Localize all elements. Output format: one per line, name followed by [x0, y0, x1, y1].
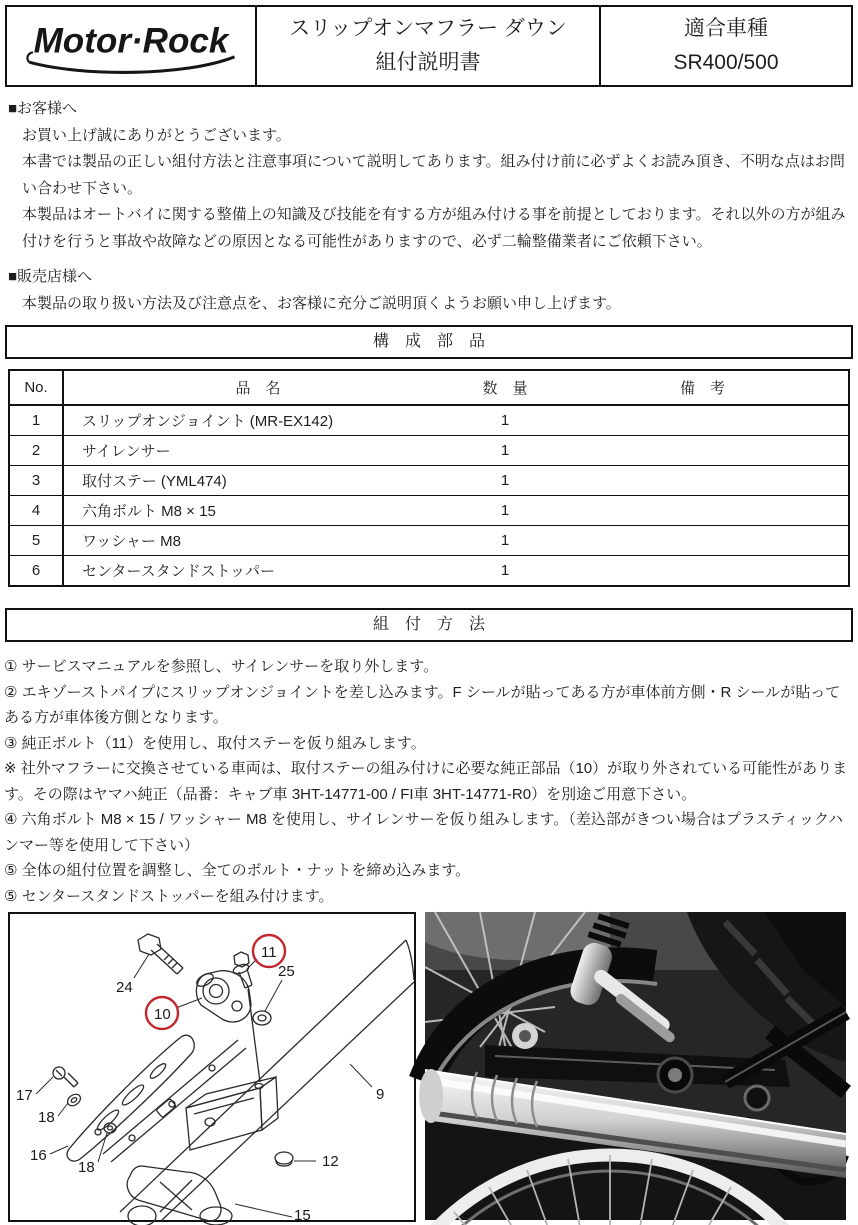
part-name: スリップオンジョイント (MR-EX142): [63, 405, 453, 436]
motorcycle-photo-icon: [425, 912, 846, 1220]
customer-notice-paragraph: お買い上げ誠にありがとうございます。: [22, 126, 291, 144]
document-title-line1: スリップオンマフラー ダウン: [289, 16, 567, 40]
column-header-no: No.: [9, 370, 63, 405]
assembly-section-title: 組 付 方 法: [5, 608, 853, 642]
part-name: 取付ステー (YML474): [63, 466, 453, 496]
exploded-parts-diagram: [8, 912, 416, 1222]
part-qty: 1: [453, 466, 557, 496]
part-no: 5: [9, 526, 63, 556]
callout-18: 18: [38, 1109, 55, 1126]
logo-text: Motor·Rock: [33, 21, 229, 61]
applicable-model-label: 適合車種: [684, 16, 768, 40]
dealer-notice-heading: ■販売店様へ: [8, 268, 93, 285]
table-row: [9, 496, 849, 526]
column-header-name: 品 名: [63, 370, 453, 405]
table-row: [9, 556, 849, 587]
brand-logo: [7, 7, 257, 85]
part-no: 3: [9, 466, 63, 496]
callout-11: 11: [261, 944, 277, 961]
part-note: [557, 556, 849, 587]
table-row: [9, 436, 849, 466]
callout-10: 10: [154, 1006, 171, 1023]
table-row: [9, 466, 849, 496]
part-note: [557, 496, 849, 526]
part-note: [557, 436, 849, 466]
customer-notice-paragraph: 本書では製品の正しい組付方法と注意事項について説明してあります。組み付け前に必ずよくお読み頂き、不明な点はお問い合わせ下さい。: [22, 153, 845, 197]
assembly-step: ① サービスマニュアルを参照し、サイレンサーを取り外します。: [4, 658, 439, 675]
part-qty: 1: [453, 556, 557, 587]
motor-rock-logo-icon: [13, 10, 249, 82]
part-note: [557, 405, 849, 436]
callout-24: 24: [116, 979, 133, 996]
callout-9: 9: [376, 1086, 385, 1103]
parts-table: [8, 369, 850, 587]
part-qty: 1: [453, 526, 557, 556]
customer-notice: [8, 96, 852, 255]
assembly-step: ④ 六角ボルト M8 × 15 / ワッシャー M8 を使用し、サイレンサーを仮り組みします。（差込部がきつい場合はプラスティックハンマー等を使用して下さい）: [4, 811, 844, 854]
parts-section-title: 構 成 部 品: [5, 325, 853, 359]
dealer-notice: [8, 264, 852, 317]
callout-17: 17: [16, 1087, 33, 1104]
customer-notice-paragraph: 本製品はオートバイに関する整備上の知識及び技能を有する方が組み付ける事を前提としております。それ以外の方が組み付けを行うと事故や故障などの原因となる可能性がありますので、必ず二輪整備業者にご依頼下さい。: [22, 206, 846, 250]
applicable-model: [601, 7, 851, 85]
column-header-qty: 数 量: [453, 370, 557, 405]
callout-25: 25: [278, 963, 295, 980]
customer-notice-heading: ■お客様へ: [8, 100, 78, 117]
part-no: 6: [9, 556, 63, 587]
assembly-step: ② エキゾーストパイプにスリップオンジョイントを差し込みます。F シールが貼ってある方が車体前方側・R シールが貼ってある方が車体後方側となります。: [4, 683, 841, 726]
part-no: 4: [9, 496, 63, 526]
column-header-note: 備 考: [557, 370, 849, 405]
assembly-step: ③ 純正ボルト（11）を使用し、取付ステーを仮り組みします。: [4, 734, 426, 752]
assembly-step: ⑤ センタースタンドストッパーを組み付けます。: [4, 887, 334, 905]
part-name: 六角ボルト M8 × 15: [63, 496, 453, 526]
part-name: ワッシャー M8: [63, 526, 453, 556]
document-title-line2: 組付説明書: [375, 51, 481, 74]
figures: [8, 912, 850, 1222]
callout-15: 15: [294, 1207, 311, 1224]
document-title: [257, 7, 601, 85]
part-qty: 1: [453, 496, 557, 526]
table-row: [9, 405, 849, 436]
part-qty: 1: [453, 436, 557, 466]
callout-16: 16: [30, 1147, 47, 1164]
callout-18: 18: [78, 1159, 95, 1176]
applicable-model-value: SR400/500: [673, 51, 779, 74]
parts-table-header-row: [9, 370, 849, 405]
callout-12: 12: [322, 1153, 339, 1170]
part-note: [557, 466, 849, 496]
part-name: サイレンサー: [63, 436, 453, 466]
part-no: 1: [9, 405, 63, 436]
assembly-step: ⑤ 全体の組付位置を調整し、全てのボルト・ナットを締め込みます。: [4, 862, 471, 879]
table-row: [9, 526, 849, 556]
part-note: [557, 526, 849, 556]
header: [5, 5, 853, 87]
part-qty: 1: [453, 405, 557, 436]
part-name: センタースタンドストッパー: [63, 556, 453, 587]
assembly-step-note: ※ 社外マフラーに交換させている車両は、取付ステーの組み付けに必要な純正部品（10）が取り外されている可能性があります。その際はヤマハ純正（品番：キャブ車 3HT-14771-00 / FI車 3HT-14771-R0）を別途ご用意下さい。: [4, 760, 848, 803]
dealer-notice-paragraph: 本製品の取り扱い方法及び注意点を、お客様に充分ご説明頂くようお願い申し上げます。: [22, 294, 621, 312]
diagram-drawing-icon: [10, 914, 414, 1224]
assembly-steps: [4, 654, 854, 909]
part-no: 2: [9, 436, 63, 466]
motorcycle-rear-photo: [425, 912, 846, 1220]
instruction-sheet: [0, 5, 858, 1224]
